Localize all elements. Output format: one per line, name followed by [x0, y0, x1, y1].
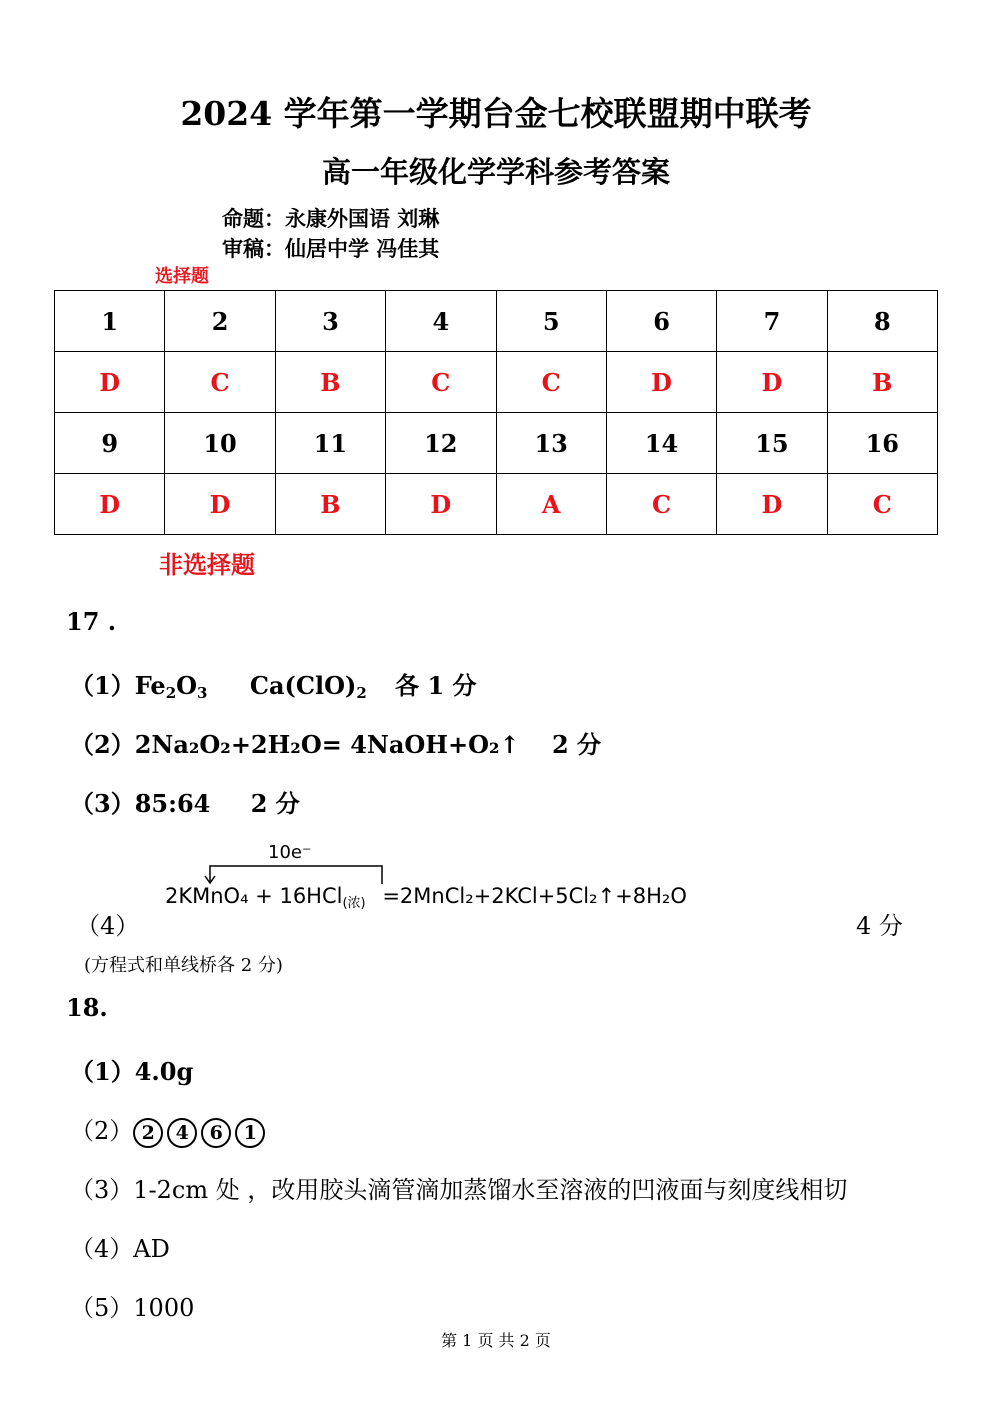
answer-table [54, 290, 938, 535]
question-number: 8 [827, 291, 937, 352]
question-number: 5 [496, 291, 606, 352]
question-number: 10 [165, 413, 275, 474]
subscript: 3 [197, 684, 208, 702]
question-number: 13 [496, 413, 606, 474]
scoring-note: (方程式和单线桥各 2 分) [84, 955, 283, 976]
circled-number: 4 [167, 1118, 197, 1148]
equation: 2Na₂O₂+2H₂O= 4NaOH+O₂↑ [134, 730, 520, 759]
electron-bridge-arrow [200, 862, 390, 886]
equation-left: 2KMnO₄ + 16HCl [165, 884, 343, 908]
score: 2 分 [551, 730, 602, 759]
condition: (浓) [342, 896, 366, 911]
question-number: 9 [55, 413, 165, 474]
question-number: 14 [606, 413, 716, 474]
score: 2 分 [250, 789, 300, 818]
question-number: 1 [55, 291, 165, 352]
table-row [55, 352, 938, 413]
ratio-value: 85:64 [134, 789, 211, 818]
subscript: 2 [356, 684, 367, 702]
redox-equation [165, 884, 687, 911]
question-number: 3 [275, 291, 385, 352]
question-number: 12 [386, 413, 496, 474]
q17-part3 [70, 784, 300, 819]
q18-part5 [70, 1288, 194, 1323]
q18-part4 [70, 1229, 170, 1264]
part-label: （4） [70, 1235, 134, 1263]
q18-part2 [70, 1111, 269, 1148]
page-subtitle: 高一年级化学学科参考答案 [321, 155, 670, 189]
question-number: 2 [165, 291, 275, 352]
answer-cell: C [496, 352, 606, 413]
question-17-number: 17 . [66, 607, 117, 636]
page-title: 2024 学年第一学期台金七校联盟期中联考 [180, 94, 812, 133]
formula: O [176, 671, 198, 700]
answer-cell: B [275, 352, 385, 413]
answer-cell: A [496, 474, 606, 535]
q17-part1 [70, 666, 477, 702]
answer-cell: B [275, 474, 385, 535]
answer-cell: B [827, 352, 937, 413]
circled-number: 1 [235, 1118, 265, 1148]
table-row [55, 291, 938, 352]
answer-cell: D [55, 474, 165, 535]
section-free-response: 非选择题 [159, 550, 255, 579]
part-label: （2） [70, 1117, 134, 1145]
equation-right: =2MnCl₂+2KCl+5Cl₂↑+8H₂O [382, 884, 687, 908]
q18-part3 [70, 1170, 847, 1205]
part-label: （3） [70, 789, 135, 818]
answer-text: 1-2cm 处 ，改用胶头滴管滴加蒸馏水至溶液的凹液面与刻度线相切 [133, 1176, 848, 1204]
author-line: 命题：永康外国语 刘琳 [222, 206, 440, 231]
question-18-number: 18. [66, 993, 108, 1022]
question-number: 6 [606, 291, 716, 352]
circled-number: 6 [201, 1118, 231, 1148]
q17-part4-label: （4） [76, 912, 140, 940]
answer-text: AD [133, 1235, 170, 1263]
q17-part4-score: 4 分 [856, 912, 903, 940]
q17-part2 [70, 725, 601, 760]
answer-cell: D [606, 352, 716, 413]
formula: Fe [134, 671, 166, 700]
electron-transfer-label: 10e⁻ [268, 842, 312, 863]
question-number: 15 [717, 413, 827, 474]
part-label: （2） [70, 730, 135, 759]
answer-text: 1000 [133, 1294, 195, 1322]
answer-cell: D [717, 474, 827, 535]
page-footer: 第 1 页 共 2 页 [441, 1331, 551, 1350]
subscript: 2 [165, 684, 177, 702]
reviewer-line: 审稿：仙居中学 冯佳其 [222, 236, 440, 261]
mass-value: 4.0g [134, 1057, 194, 1086]
section-multiple-choice: 选择题 [155, 266, 209, 287]
table-row [55, 474, 938, 535]
question-number: 16 [827, 413, 937, 474]
circled-number: 2 [133, 1118, 163, 1148]
answer-cell: C [386, 352, 496, 413]
answer-cell: C [827, 474, 937, 535]
answer-cell: C [165, 352, 275, 413]
part-label: （5） [70, 1294, 134, 1322]
answer-cell: D [717, 352, 827, 413]
answer-cell: D [165, 474, 275, 535]
answer-cell: C [606, 474, 716, 535]
question-number: 4 [386, 291, 496, 352]
answer-cell: D [55, 352, 165, 413]
table-row [55, 413, 938, 474]
score: 各 1 分 [395, 671, 477, 700]
answer-cell: D [386, 474, 496, 535]
part-label: （3） [70, 1176, 134, 1204]
question-number: 11 [275, 413, 385, 474]
formula: Ca(ClO) [249, 671, 357, 700]
part-label: （1） [70, 1057, 135, 1086]
question-number: 7 [717, 291, 827, 352]
part-label: （1） [70, 671, 135, 700]
q18-part1 [70, 1052, 193, 1087]
